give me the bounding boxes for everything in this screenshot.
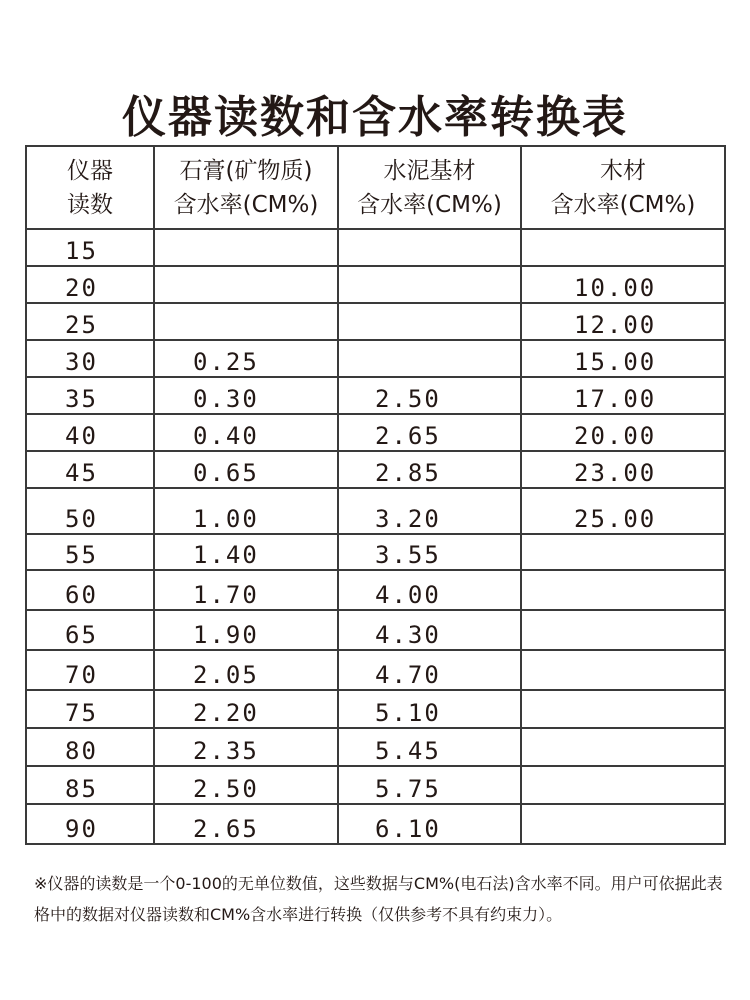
cell-cement-value: 2.65 <box>375 422 441 450</box>
cell-reading <box>26 534 154 570</box>
page-title: 仪器读数和含水率转换表 <box>122 92 628 143</box>
cell-cement <box>338 728 521 766</box>
cell-gypsum-value: 2.20 <box>193 699 259 727</box>
table-row <box>26 766 725 804</box>
cell-reading <box>26 650 154 690</box>
table-body <box>26 229 725 844</box>
cell-reading <box>26 804 154 844</box>
table-row <box>26 488 725 534</box>
cell-reading-value: 55 <box>65 541 98 569</box>
cell-gypsum <box>154 570 338 610</box>
cell-reading-value: 80 <box>65 737 98 765</box>
cell-reading-value: 30 <box>65 348 98 376</box>
cell-reading-value: 45 <box>65 459 98 487</box>
cell-reading <box>26 766 154 804</box>
cell-reading <box>26 690 154 728</box>
cell-reading-value: 65 <box>65 621 98 649</box>
cell-reading <box>26 728 154 766</box>
cell-wood-value: 25.00 <box>574 505 657 533</box>
cell-wood-value: 17.00 <box>574 385 657 413</box>
cell-wood <box>521 303 725 340</box>
cell-reading <box>26 377 154 414</box>
cell-wood <box>521 804 725 844</box>
cell-gypsum-value: 0.30 <box>193 385 259 413</box>
cell-reading <box>26 488 154 534</box>
cell-gypsum-value: 0.40 <box>193 422 259 450</box>
cell-reading-value: 90 <box>65 815 98 843</box>
header-gypsum-line1: 石膏(矿物质) <box>179 157 313 184</box>
conversion-table <box>25 145 726 845</box>
table-row <box>26 650 725 690</box>
table-row <box>26 377 725 414</box>
cell-wood <box>521 610 725 650</box>
cell-gypsum <box>154 650 338 690</box>
cell-cement-value: 3.55 <box>375 541 441 569</box>
cell-gypsum <box>154 690 338 728</box>
cell-wood <box>521 266 725 303</box>
cell-reading <box>26 610 154 650</box>
cell-cement-value: 2.85 <box>375 459 441 487</box>
cell-cement <box>338 266 521 303</box>
table-row <box>26 229 725 266</box>
header-wood-line2: 含水率(CM%) <box>550 191 696 218</box>
cell-gypsum-value: 1.70 <box>193 581 259 609</box>
cell-cement <box>338 650 521 690</box>
cell-cement <box>338 488 521 534</box>
cell-cement <box>338 377 521 414</box>
cell-cement <box>338 303 521 340</box>
cell-gypsum <box>154 610 338 650</box>
header-cement <box>338 146 521 229</box>
cell-cement-value: 3.20 <box>375 505 441 533</box>
cell-reading <box>26 451 154 488</box>
cell-wood <box>521 340 725 377</box>
cell-gypsum-value: 2.65 <box>193 815 259 843</box>
cell-gypsum <box>154 266 338 303</box>
table-row <box>26 610 725 650</box>
cell-cement-value: 5.45 <box>375 737 441 765</box>
table-row <box>26 340 725 377</box>
cell-wood <box>521 570 725 610</box>
cell-gypsum <box>154 229 338 266</box>
footnote: ※仪器的读数是一个0-100的无单位数值，这些数据与CM%(电石法)含水率不同。用户可依据此表格中的数据对仪器读数和CM%含水率进行转换（仅供参考不具有约束力）。 <box>34 874 723 924</box>
cell-gypsum <box>154 451 338 488</box>
cell-cement <box>338 610 521 650</box>
cell-reading-value: 50 <box>65 505 98 533</box>
cell-cement-value: 5.10 <box>375 699 441 727</box>
cell-cement <box>338 804 521 844</box>
table-row <box>26 728 725 766</box>
cell-wood <box>521 229 725 266</box>
cell-wood-value: 23.00 <box>574 459 657 487</box>
cell-cement <box>338 414 521 451</box>
cell-gypsum-value: 0.25 <box>193 348 259 376</box>
table-row <box>26 534 725 570</box>
cell-reading-value: 75 <box>65 699 98 727</box>
cell-reading <box>26 266 154 303</box>
cell-gypsum-value: 2.35 <box>193 737 259 765</box>
cell-wood-value: 15.00 <box>574 348 657 376</box>
cell-reading-value: 60 <box>65 581 98 609</box>
cell-cement <box>338 690 521 728</box>
header-cement-line1: 水泥基材 <box>383 157 476 184</box>
header-reading-line1: 仪器 <box>67 157 113 184</box>
cell-cement-value: 4.00 <box>375 581 441 609</box>
cell-cement <box>338 451 521 488</box>
cell-gypsum-value: 1.40 <box>193 541 259 569</box>
cell-reading-value: 40 <box>65 422 98 450</box>
cell-wood <box>521 690 725 728</box>
cell-wood-value: 20.00 <box>574 422 657 450</box>
cell-wood-value: 12.00 <box>574 311 657 339</box>
cell-cement <box>338 229 521 266</box>
cell-reading-value: 15 <box>65 237 98 265</box>
cell-wood <box>521 766 725 804</box>
cell-gypsum <box>154 377 338 414</box>
cell-wood <box>521 650 725 690</box>
cell-cement <box>338 340 521 377</box>
cell-cement <box>338 570 521 610</box>
table-row <box>26 804 725 844</box>
cell-wood <box>521 377 725 414</box>
table-row <box>26 451 725 488</box>
cell-reading-value: 25 <box>65 311 98 339</box>
header-reading-line2: 读数 <box>67 191 113 218</box>
table-row <box>26 414 725 451</box>
cell-gypsum <box>154 728 338 766</box>
header-gypsum-line2: 含水率(CM%) <box>173 191 319 218</box>
header-wood-line1: 木材 <box>600 157 646 184</box>
cell-gypsum <box>154 488 338 534</box>
table-row <box>26 690 725 728</box>
cell-cement <box>338 766 521 804</box>
cell-gypsum-value: 0.65 <box>193 459 259 487</box>
cell-wood <box>521 534 725 570</box>
cell-cement-value: 6.10 <box>375 815 441 843</box>
cell-wood <box>521 728 725 766</box>
table-row <box>26 303 725 340</box>
table-row <box>26 266 725 303</box>
cell-gypsum <box>154 414 338 451</box>
table-header-row <box>26 146 725 229</box>
header-reading <box>26 146 154 229</box>
cell-reading-value: 35 <box>65 385 98 413</box>
header-wood <box>521 146 725 229</box>
cell-reading-value: 85 <box>65 775 98 803</box>
cell-gypsum <box>154 766 338 804</box>
cell-gypsum-value: 2.05 <box>193 661 259 689</box>
cell-cement-value: 4.70 <box>375 661 441 689</box>
header-cement-line2: 含水率(CM%) <box>357 191 502 218</box>
cell-reading <box>26 414 154 451</box>
cell-reading-value: 20 <box>65 274 98 302</box>
cell-gypsum-value: 1.90 <box>193 621 259 649</box>
cell-reading <box>26 340 154 377</box>
cell-cement-value: 2.50 <box>375 385 441 413</box>
cell-gypsum <box>154 534 338 570</box>
cell-gypsum <box>154 804 338 844</box>
cell-wood-value: 10.00 <box>574 274 657 302</box>
cell-cement-value: 5.75 <box>375 775 441 803</box>
cell-gypsum <box>154 303 338 340</box>
cell-wood <box>521 488 725 534</box>
header-gypsum <box>154 146 338 229</box>
cell-wood <box>521 451 725 488</box>
cell-reading <box>26 303 154 340</box>
cell-cement-value: 4.30 <box>375 621 441 649</box>
cell-wood <box>521 414 725 451</box>
table-row <box>26 570 725 610</box>
cell-gypsum <box>154 340 338 377</box>
cell-cement <box>338 534 521 570</box>
cell-gypsum-value: 2.50 <box>193 775 259 803</box>
cell-reading <box>26 570 154 610</box>
cell-gypsum-value: 1.00 <box>193 505 259 533</box>
cell-reading <box>26 229 154 266</box>
cell-reading-value: 70 <box>65 661 98 689</box>
